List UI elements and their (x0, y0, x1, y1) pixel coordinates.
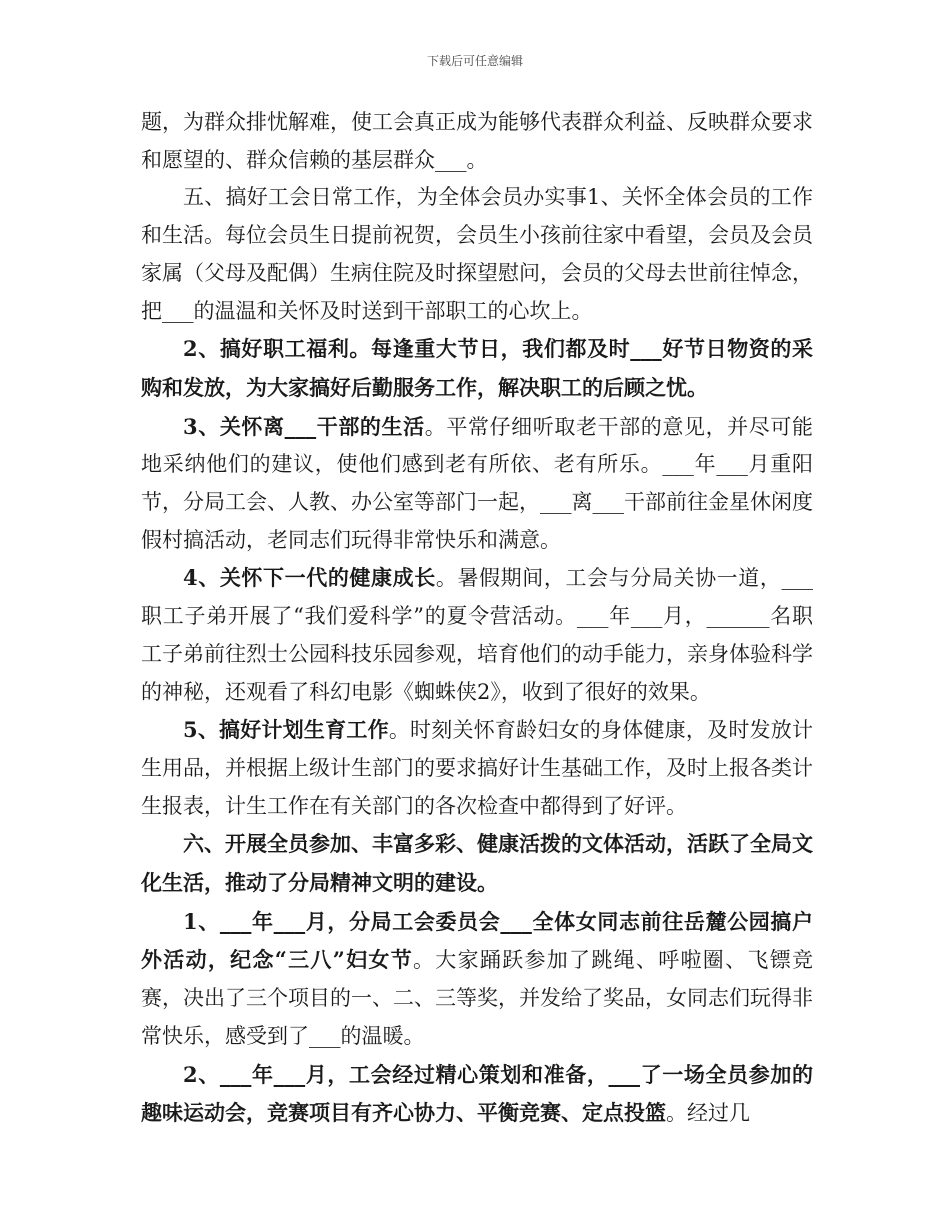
bold-text: 2、搞好职工福利。每逢重大节日，我们都及时___好节日物资的采购和发放，为大家搞好后勤服务工作，解决职工的后顾之忧。 (141, 336, 813, 400)
body-text: 。时刻关怀育龄妇女的身体健康，及时发放计生用品，并根据上级计生部门的要求搞好计生基础工作，及时上报各类计生报表，计生工作在有关部门的各次检查中都得到了好评。 (141, 718, 813, 818)
paragraph (141, 179, 813, 330)
bold-text: 六、开展全员参加、丰富多彩、健康活拨的文体活动，活跃了全局文化生活，推动了分局精神文明的建设。 (141, 831, 813, 896)
paragraph (141, 559, 813, 711)
body-text: 题，为群众排忧解难，使工会真正成为能够代表群众利益、反映群众要求和愿望的、群众信赖的基层群众___。 (141, 110, 813, 172)
body-text: 。经过几 (666, 1101, 750, 1126)
paragraph (141, 330, 813, 407)
body-text: 五、搞好工会日常工作，为全体会员办实事1、关怀全体会员的工作和生活。每位会员生日提前祝贺，会员生小孩前往家中看望，会员及会员家属（父母及配偶）生病住院及时探望慰问，会员的父母去世前往悼念，把___的温温和关怀及时送到干部职工的心坎上。 (141, 185, 813, 323)
bold-text: 4、关怀下一代的健康成长 (183, 565, 436, 591)
bold-text: 1、___年___月，分局工会委员会___全体女同志前往岳麓公园搞户外活动，纪念“三八”妇女节 (141, 908, 813, 973)
paragraph (141, 104, 813, 179)
body-text: 。平常仔细听取老干部的意见，并尽可能地采纳他们的建议，使他们感到老有所依、老有所乐。___年___月重阳节，分局工会、人教、办公室等部门一起，___离___干部前往金星休闲度假村搞活动，老同志们玩得非常快乐和满意。 (141, 414, 813, 552)
paragraph (141, 903, 813, 1056)
body-text: 。大家踊跃参加了跳绳、呼啦圈、飞镖竞赛，决出了三个项目的一、二、三等奖，并发给了奖品，女同志们玩得非常快乐，感受到了___的温暖。 (141, 948, 813, 1048)
bold-text: 3、关怀离___干部的生活 (183, 413, 425, 439)
paragraph (141, 711, 813, 825)
paragraph (141, 408, 813, 560)
page-header: 下载后可任意编辑 (426, 54, 523, 68)
bold-text: 2、___年___月，工会经过精心策划和准备，___了一场全员参加的趣味运动会，竞赛项目有齐心协力、平衡竞赛、定点投篮 (141, 1061, 813, 1126)
bold-text: 5、搞好计划生育工作 (183, 717, 389, 743)
paragraph (141, 825, 813, 902)
paragraph (141, 1056, 813, 1133)
document-body (141, 104, 813, 1133)
body-text: 。暑假期间，工会与分局关协一道，___职工子弟开展了“我们爱科学”的夏令营活动。___年___月，______名职工子弟前往烈士公园科技乐园参观，培育他们的动手能力，亲身体验科学的神秘，还观看了科幻电影《蜘蛛侠2》，收到了很好的效果。 (141, 566, 813, 704)
